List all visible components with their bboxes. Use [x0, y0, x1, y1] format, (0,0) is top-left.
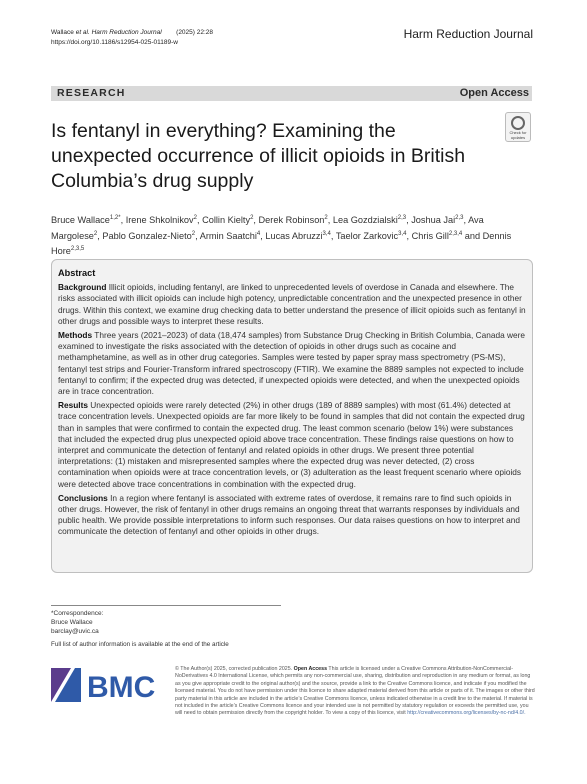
- conclusions-label: Conclusions: [58, 492, 108, 503]
- author-name: Pablo Gonzalez-Nieto$^2$: [102, 230, 196, 241]
- journal-name: Harm Reduction Journal: [403, 27, 533, 41]
- author-list: Bruce Wallace$^{1,2*}$, Irene Shkolnikov$^2$, Collin Kielty$^2$, Derek Robinson$^2$, Lea Gozdzialski$^{2,3}$, Joshua Jai$^{2,3}$, Ava Margolese$^2$, Pablo Gonzalez-Nieto$^2$, Armin Saatchi$^4$, Lucas Abruzzi$^{3,4}$, Taelor Zarkovic$^{3,4}$, Chris Gill$^{2,3,4}$ and Dennis Hore$^{2,3,5}$: [51, 215, 512, 257]
- full-author-info: Full list of author information is available at the end of the article: [51, 641, 229, 648]
- license-text: [175, 666, 535, 718]
- open-access-label: Open Access: [450, 86, 532, 101]
- author-affiliation: 2,3,4: [448, 230, 463, 237]
- citation-year: (2025) 22:28: [176, 29, 214, 36]
- check-for-updates-icon: [511, 116, 525, 130]
- check-for-updates-label: Check for updates: [509, 130, 527, 140]
- author-name: Bruce Wallace$^{1,2*}$: [51, 215, 121, 226]
- author-name: Dennis Hore$^{2,3,5}$: [51, 230, 512, 257]
- abstract-conclusions: [58, 493, 526, 538]
- methods-text: Three years (2021–2023) of data (18,474 samples) from Substance Drug Checking in British Columbia, Canada were examined to investigate the risks associated with the detection of opioids in other drugs such as cocaine and methamphetamine, as well as in other drug categories. Samples were tested by paper spray mass spectrometry (PS-MS), fentanyl test strips and Fourier-Transform infrared spectroscopy (FTIR). We examine the 8889 samples not expected to include fentanyl to confirm; if the expected drug was detected, if unexpected opioids were detected, and when the unexpected opioids are in trace concentration.: [58, 330, 526, 397]
- author-name: Lea Gozdzialski$^{2,3}$: [332, 215, 407, 226]
- author-affiliation: 2: [324, 215, 328, 221]
- conclusions-text: In a region where fentanyl is associated with extreme rates of overdose, it remains rare to find such opioids in other drugs. However, the risk of fentanyl in other drugs remains an ongoing threat that warrants responses by individuals and public health. We provide possible interpretations to inform such responses. Our data raises questions on how to interpret and communicate the detection of fentanyl and other opioids in other drugs.: [58, 492, 520, 537]
- correspondence-label: *Correspondence:: [51, 610, 104, 617]
- author-name: Joshua Jai$^{2,3}$: [411, 215, 464, 226]
- author-name: Derek Robinson$^2$: [258, 215, 328, 226]
- author-affiliation: 2,3: [455, 215, 464, 221]
- abstract-methods: [58, 330, 526, 397]
- logo-text: BMC: [87, 671, 156, 704]
- author-affiliation: 2: [191, 230, 196, 237]
- abstract-background: [58, 282, 526, 327]
- author-affiliation: 4: [256, 230, 261, 237]
- citation-etal: et al.: [75, 29, 90, 36]
- doi-link[interactable]: https://doi.org/10.1186/s12954-025-01189-w: [51, 39, 178, 46]
- section-label: RESEARCH: [57, 87, 126, 99]
- article-title: Is fentanyl in everything? Examining the unexpected occurrence of illicit opioids in British Columbia’s drug supply: [51, 120, 466, 192]
- author-name: Taelor Zarkovic$^{3,4}$: [335, 230, 407, 241]
- abstract-box: [51, 259, 533, 573]
- section-banner: [51, 86, 532, 101]
- bmc-logo: [51, 664, 161, 706]
- author-name: Ava Margolese$^2$: [51, 215, 484, 241]
- author-affiliation: 1,2*: [109, 215, 121, 221]
- abstract-results: [58, 400, 526, 490]
- author-name: Chris Gill$^{2,3,4}$: [411, 230, 463, 241]
- author-affiliation: 2: [193, 215, 197, 221]
- citation-header: [51, 28, 213, 48]
- copyright: © The Author(s) 2025, corrected publication 2025.: [175, 666, 293, 672]
- results-text: Unexpected opioids were rarely detected (2%) in other drugs (189 of 8889 samples) with most (61.4%) detected at trace concentration levels. Unexpected opioids are far more likely to be found in samples that did not contain the expected drug than in samples that were confirmed to contain the expected drug. The least common scenario (below 1%) were substances that included the expected drug plus unexpected opioid above trace concentration. These findings raise questions on how to interpret and communicate the detection of fentanyl and related opioids in other drugs. We present three potential interpretations: (1) mistaken and misrepresented samples where the expected drug was never detected, (2) cross contamination when opioids were at trace concentration levels, or (3) adulteration as the least frequent scenario where opioids were detected above trace concentrations in combination with the expected drug.: [58, 400, 525, 489]
- correspondence: [51, 605, 281, 636]
- check-for-updates-button[interactable]: [505, 112, 531, 142]
- correspondence-email[interactable]: barclay@uvic.ca: [51, 628, 99, 635]
- author-affiliation: 3,4: [398, 230, 407, 237]
- author-affiliation: 2: [250, 215, 254, 221]
- author-name: Irene Shkolnikov$^2$: [125, 215, 197, 226]
- license-link[interactable]: http://creativecommons.org/licenses/by-nc-nd/4.0/.: [407, 710, 526, 717]
- results-label: Results: [58, 400, 88, 411]
- author-name: Lucas Abruzzi$^{3,4}$: [265, 230, 331, 241]
- author-affiliation: 2: [93, 230, 98, 237]
- author-name: Collin Kielty$^2$: [202, 215, 254, 226]
- citation-authors: Wallace: [51, 29, 74, 36]
- author-affiliation: 2,3,5: [70, 246, 85, 253]
- author-name: Armin Saatchi$^4$: [199, 230, 261, 241]
- correspondence-name: Bruce Wallace: [51, 619, 93, 626]
- citation-line: [51, 28, 213, 38]
- methods-label: Methods: [58, 330, 93, 341]
- background-text: Illicit opioids, including fentanyl, are linked to unprecedented levels of overdose in Canada and elsewhere. The risks associated with illicit opioids can include high potency, unpredictable concentration and the unexpected presence in other drugs. Within this context, we examine drug checking data to better understand the presence of illicit opioids such as fentanyl in other drugs and possible ways to interpret these results.: [58, 282, 526, 326]
- author-affiliation: 3,4: [322, 230, 331, 237]
- license-body: This article is licensed under a Creative Commons Attribution-NonCommercial-NoDerivatives 4.0 International License, which permits any non-commercial use, sharing, distribution and reproduction in any medium or format, as long as you give appropriate credit to the original author(s) and the source, provide a link to the Creative Commons licence, and indicate if you modified the licensed material. You do not have permission under this licence to share adapted material derived from this article or parts of it. The images or other third party material in this article are included in the article’s Creative Commons licence, unless indicated otherwise in a credit line to the material. If material is not included in the article’s Creative Commons licence and your intended use is not permitted by statutory regulation or exceeds the permitted use, you will need to obtain permission directly from the copyright holder. To view a copy of this licence, visit: [175, 666, 535, 717]
- author-affiliation: 2,3: [397, 215, 407, 221]
- citation-journal: Harm Reduction Journal: [91, 29, 162, 36]
- abstract-heading: Abstract: [58, 268, 96, 278]
- license-open-access: Open Access: [293, 666, 328, 672]
- background-label: Background: [58, 282, 107, 293]
